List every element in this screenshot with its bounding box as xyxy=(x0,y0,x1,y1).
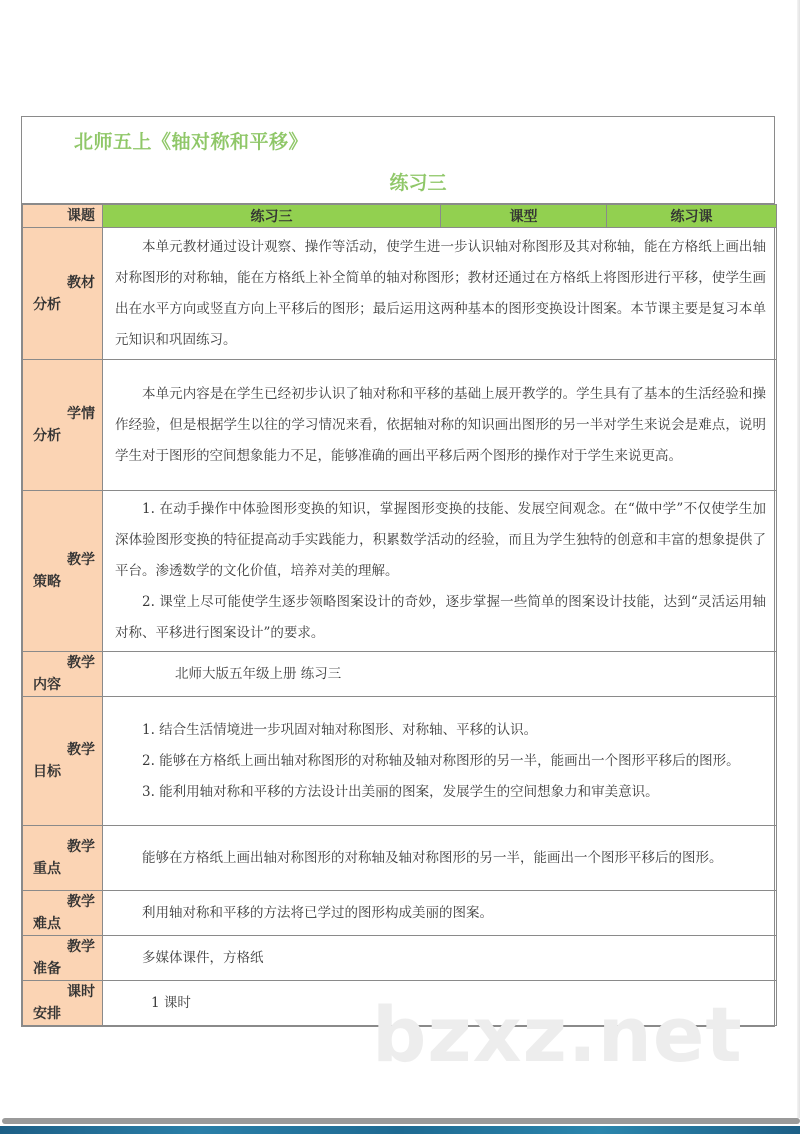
section-content xyxy=(103,228,777,360)
section-preparation xyxy=(23,936,777,981)
paragraph: 2. 能够在方格纸上画出轴对称图形的对称轴及轴对称图形的另一半，能画出一个图形平移后的图形。 xyxy=(142,752,740,769)
section-content xyxy=(103,891,777,936)
paragraph: 1 课时 xyxy=(151,994,191,1011)
paragraph: 3. 能利用轴对称和平移的方法设计出美丽的图案，发展学生的空间想象力和审美意识。 xyxy=(142,783,659,800)
lesson-plan-document xyxy=(21,116,775,1027)
section-label: 学情 分析 xyxy=(23,360,103,491)
horizontal-scrollbar[interactable] xyxy=(2,1118,800,1124)
section-label: 教学 策略 xyxy=(23,491,103,652)
section-key-points xyxy=(23,826,777,891)
section-content xyxy=(103,652,777,697)
section-label: 教学 目标 xyxy=(23,697,103,826)
topic-label: 课题 xyxy=(23,205,103,228)
section-textbook-analysis xyxy=(23,228,777,360)
paragraph: 北师大版五年级上册 练习三 xyxy=(175,665,342,682)
document-header xyxy=(22,117,774,204)
paragraph: 1. 结合生活情境进一步巩固对轴对称图形、对称轴、平移的认识。 xyxy=(142,721,538,738)
series-title: 北师五上《轴对称和平移》 xyxy=(74,131,309,153)
paragraph: 1. 在动手操作中体验图形变换的知识，掌握图形变换的技能、发展空间观念。在“做中学”不仅使学生加深体验图形变换的特征提高动手实践能力，积累数学活动的经验，而且为学生独特的创意和丰富的想象提供了平台。渗透数学的文化价值，培养对美的理解。 xyxy=(115,500,766,579)
section-teaching-strategy xyxy=(23,491,777,652)
section-content xyxy=(103,936,777,981)
section-label: 教学 重点 xyxy=(23,826,103,891)
type-label: 课型 xyxy=(441,205,607,228)
paragraph: 本单元内容是在学生已经初步认识了轴对称和平移的基础上展开教学的。学生具有了基本的生活经验和操作经验，但是根据学生以往的学习情况来看，依据轴对称的知识画出图形的另一半对学生来说会是难点，说明学生对于图形的空间想象能力不足，能够准确的画出平移后两个图形的操作对于学生来说更高。 xyxy=(115,385,766,464)
section-teaching-goals xyxy=(23,697,777,826)
watermark: bzxz.net xyxy=(372,990,743,1079)
section-label: 教学 难点 xyxy=(23,891,103,936)
section-content xyxy=(103,697,777,826)
lesson-plan-table xyxy=(22,204,777,1026)
section-teaching-content xyxy=(23,652,777,697)
paragraph: 多媒体课件，方格纸 xyxy=(142,949,264,966)
paragraph: 2. 课堂上尽可能使学生逐步领略图案设计的奇妙，逐步掌握一些简单的图案设计技能，达到“灵活运用轴对称、平移进行图案设计”的要求。 xyxy=(115,593,766,641)
desktop-taskbar xyxy=(0,1126,800,1134)
paragraph: 本单元教材通过设计观察、操作等活动，使学生进一步认识轴对称图形及其对称轴，能在方格纸上画出轴对称图形的对称轴，能在方格纸上补全简单的轴对称图形；教材还通过在方格纸上将图形进行平移，使学生画出在水平方向或竖直方向上平移后的图形；最后运用这两种基本的图形变换设计图案。本节课主要是复习本单元知识和巩固练习。 xyxy=(115,238,766,348)
topic-value: 练习三 xyxy=(103,205,441,228)
type-value: 练习课 xyxy=(607,205,777,228)
section-content xyxy=(103,826,777,891)
section-difficult-points xyxy=(23,891,777,936)
section-label: 教材 分析 xyxy=(23,228,103,360)
topic-row xyxy=(23,205,777,228)
section-label: 教学 内容 xyxy=(23,652,103,697)
lesson-title: 练习三 xyxy=(389,172,447,194)
section-content xyxy=(103,360,777,491)
section-content xyxy=(103,491,777,652)
section-label: 教学 准备 xyxy=(23,936,103,981)
paragraph: 利用轴对称和平移的方法将已学过的图形构成美丽的图案。 xyxy=(142,904,493,921)
section-student-analysis xyxy=(23,360,777,491)
paragraph: 能够在方格纸上画出轴对称图形的对称轴及轴对称图形的另一半，能画出一个图形平移后的图形。 xyxy=(142,849,723,866)
section-label: 课时 安排 xyxy=(23,981,103,1026)
